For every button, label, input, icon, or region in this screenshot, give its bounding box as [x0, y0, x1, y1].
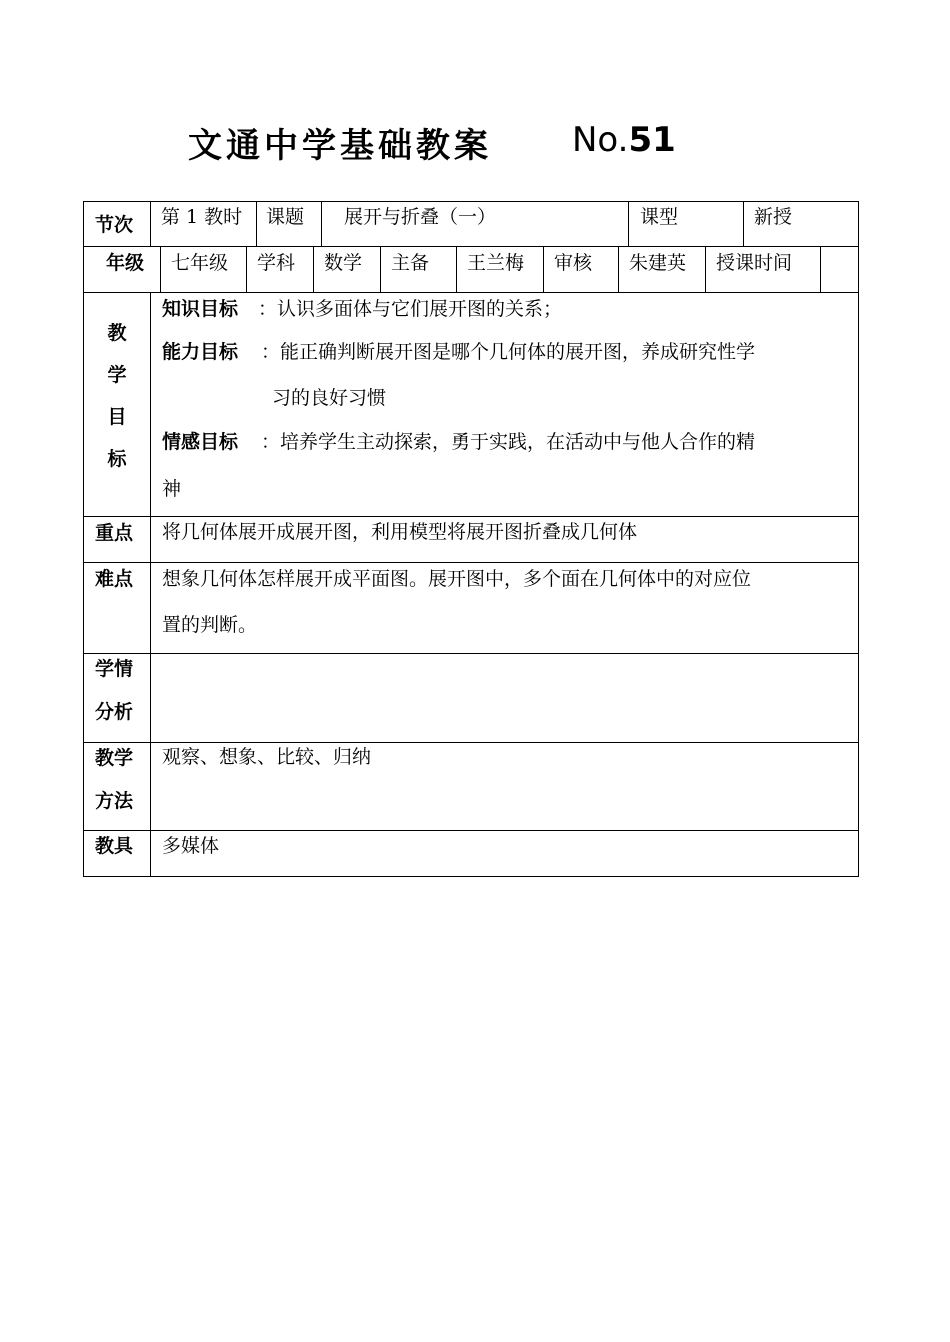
- knowledge-goal-label: 知识目标: [162, 298, 239, 320]
- plan-number-value: 51: [628, 120, 676, 160]
- period-value: 第 1 教时: [161, 206, 243, 228]
- emotion-goal-label: 情感目标: [162, 431, 239, 453]
- grade-value: 七年级: [171, 252, 229, 274]
- tools-label: 教具: [95, 835, 134, 857]
- label-subject: 学科: [257, 252, 296, 274]
- objectives-label-char: 目: [107, 406, 127, 428]
- ability-goal-label: 能力目标: [162, 341, 239, 363]
- plan-number-prefix: No.: [572, 120, 629, 160]
- emotion-goal-text-cont: 神: [162, 478, 182, 500]
- analysis-label-cont: 分析: [95, 701, 134, 723]
- key-points-text: 将几何体展开成展开图，利用模型将展开图折叠成几何体: [162, 521, 638, 543]
- label-grade: 年级: [106, 252, 145, 274]
- document-title: [188, 118, 676, 167]
- plan-number: [572, 120, 676, 160]
- label-type: 课型: [640, 206, 679, 228]
- difficulties-text: 想象几何体怎样展开成平面图。展开图中，多个面在几何体中的对应位: [162, 568, 752, 590]
- emotion-goal-text: ：培养学生主动探索，勇于实践，在活动中与他人合作的精: [261, 431, 756, 453]
- objectives-label: [84, 312, 150, 480]
- topic-value: 展开与折叠（一）: [344, 206, 497, 228]
- methods-label-cont: 方法: [95, 790, 134, 812]
- knowledge-goal-text: ：认识多面体与它们展开图的关系；: [258, 298, 563, 320]
- preparer-value: 王兰梅: [467, 252, 525, 274]
- label-section: 节次: [95, 214, 134, 236]
- ability-goal-text-cont: 习的良好习惯: [272, 387, 387, 409]
- school-plan-title: 文通中学基础教案: [188, 126, 492, 166]
- methods-label: 教学: [95, 747, 134, 769]
- objectives-label-char: 教: [107, 322, 127, 344]
- ability-goal-text: ：能正确判断展开图是哪个几何体的展开图，养成研究性学: [261, 341, 756, 363]
- subject-value: 数学: [324, 252, 363, 274]
- tools-text: 多媒体: [162, 835, 220, 857]
- reviewer-value: 朱建英: [629, 252, 687, 274]
- label-reviewer: 审核: [554, 252, 593, 274]
- label-topic: 课题: [266, 206, 305, 228]
- methods-text: 观察、想象、比较、归纳: [162, 746, 372, 768]
- analysis-label: 学情: [95, 658, 134, 680]
- key-points-label: 重点: [95, 522, 134, 544]
- objectives-label-char: 标: [107, 448, 127, 470]
- objectives-label-char: 学: [107, 364, 127, 386]
- type-value: 新授: [754, 206, 793, 228]
- label-preparer: 主备: [391, 252, 430, 274]
- label-class-time: 授课时间: [716, 252, 793, 274]
- difficulties-text-cont: 置的判断。: [162, 614, 258, 636]
- difficulties-label: 难点: [95, 568, 134, 590]
